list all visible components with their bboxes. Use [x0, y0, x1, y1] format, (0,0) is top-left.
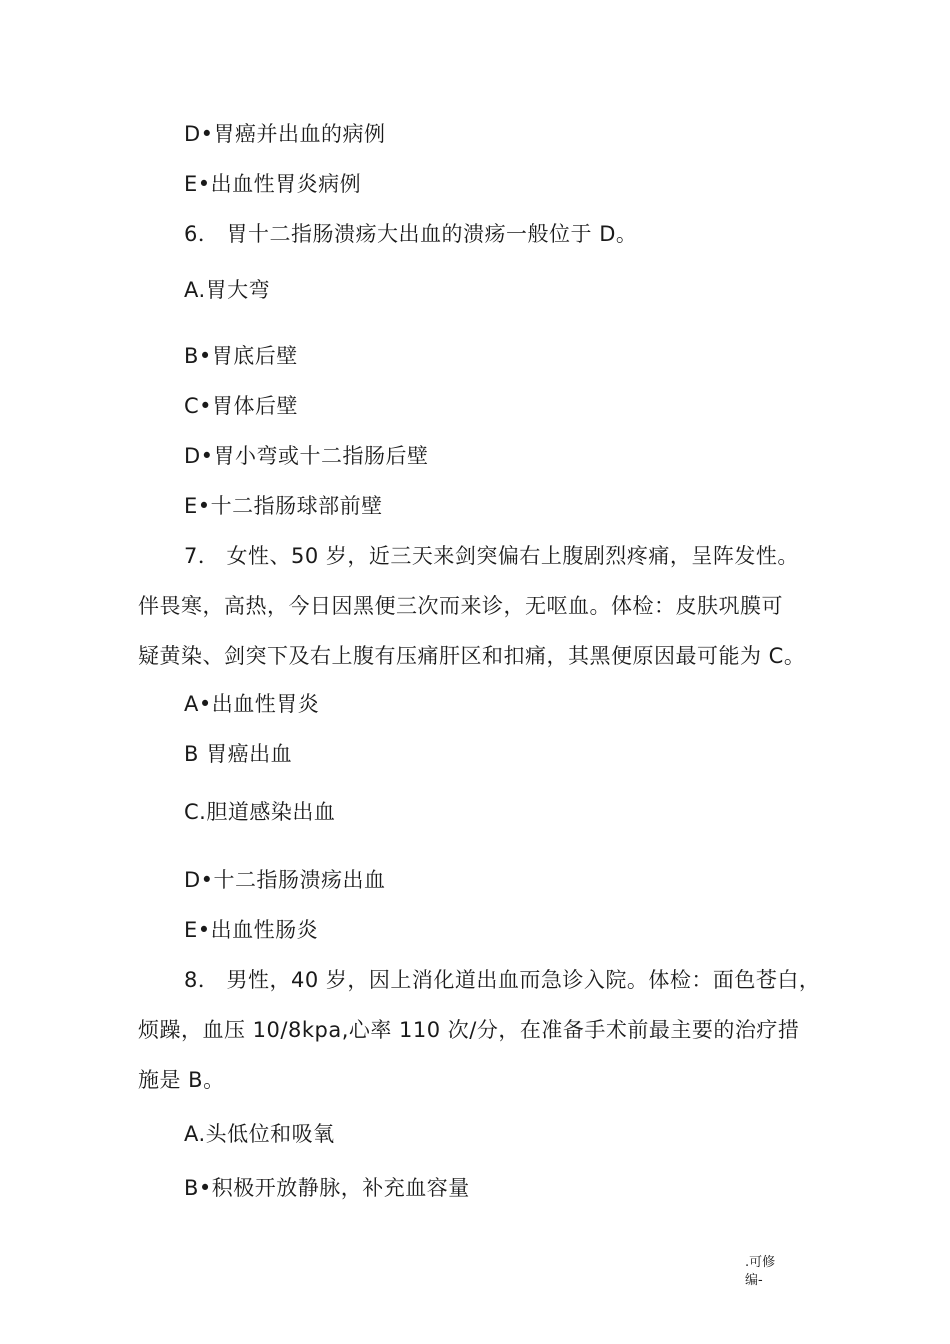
option-8b: B•积极开放静脉，补充血容量: [184, 1176, 470, 1200]
option-5d: D•胃癌并出血的病例: [184, 122, 386, 146]
question-7-line3: 疑黄染、剑突下及右上腹有压痛肝区和扣痛，其黑便原因最可能为 C。: [138, 644, 806, 668]
question-7-line2: 伴畏寒，高热，今日因黑便三次而来诊，无呕血。体检：皮肤巩膜可: [138, 594, 783, 618]
option-6d: D•胃小弯或十二指肠后壁: [184, 444, 429, 468]
option-5e: E•出血性胃炎病例: [184, 172, 362, 196]
footer-note-line1: .可修: [745, 1255, 776, 1270]
footer-note-line2: 编-: [745, 1273, 763, 1288]
option-7e: E•出血性肠炎: [184, 918, 319, 942]
option-8a: A.头低位和吸氧: [184, 1122, 335, 1146]
question-7-line1: 7． 女性、50 岁，近三天来剑突偏右上腹剧烈疼痛，呈阵发性。: [184, 544, 799, 568]
option-6b: B•胃底后壁: [184, 344, 298, 368]
question-8-line3: 施是 B。: [138, 1068, 225, 1092]
option-7a: A•出血性胃炎: [184, 692, 320, 716]
option-6a: A.胃大弯: [184, 278, 271, 302]
option-6e: E•十二指肠球部前壁: [184, 494, 383, 518]
option-7d: D•十二指肠溃疡出血: [184, 868, 386, 892]
option-7b: B 胃癌出血: [184, 742, 293, 766]
question-8-line1: 8． 男性，40 岁，因上消化道出血而急诊入院。体检：面色苍白，: [184, 968, 821, 992]
option-7c: C.胆道感染出血: [184, 800, 336, 824]
question-6: 6． 胃十二指肠溃疡大出血的溃疡一般位于 D。: [184, 222, 638, 246]
option-6c: C•胃体后壁: [184, 394, 299, 418]
question-8-line2: 烦躁，血压 10/8kpa,心率 110 次/分，在准备手术前最主要的治疗措: [138, 1018, 800, 1042]
